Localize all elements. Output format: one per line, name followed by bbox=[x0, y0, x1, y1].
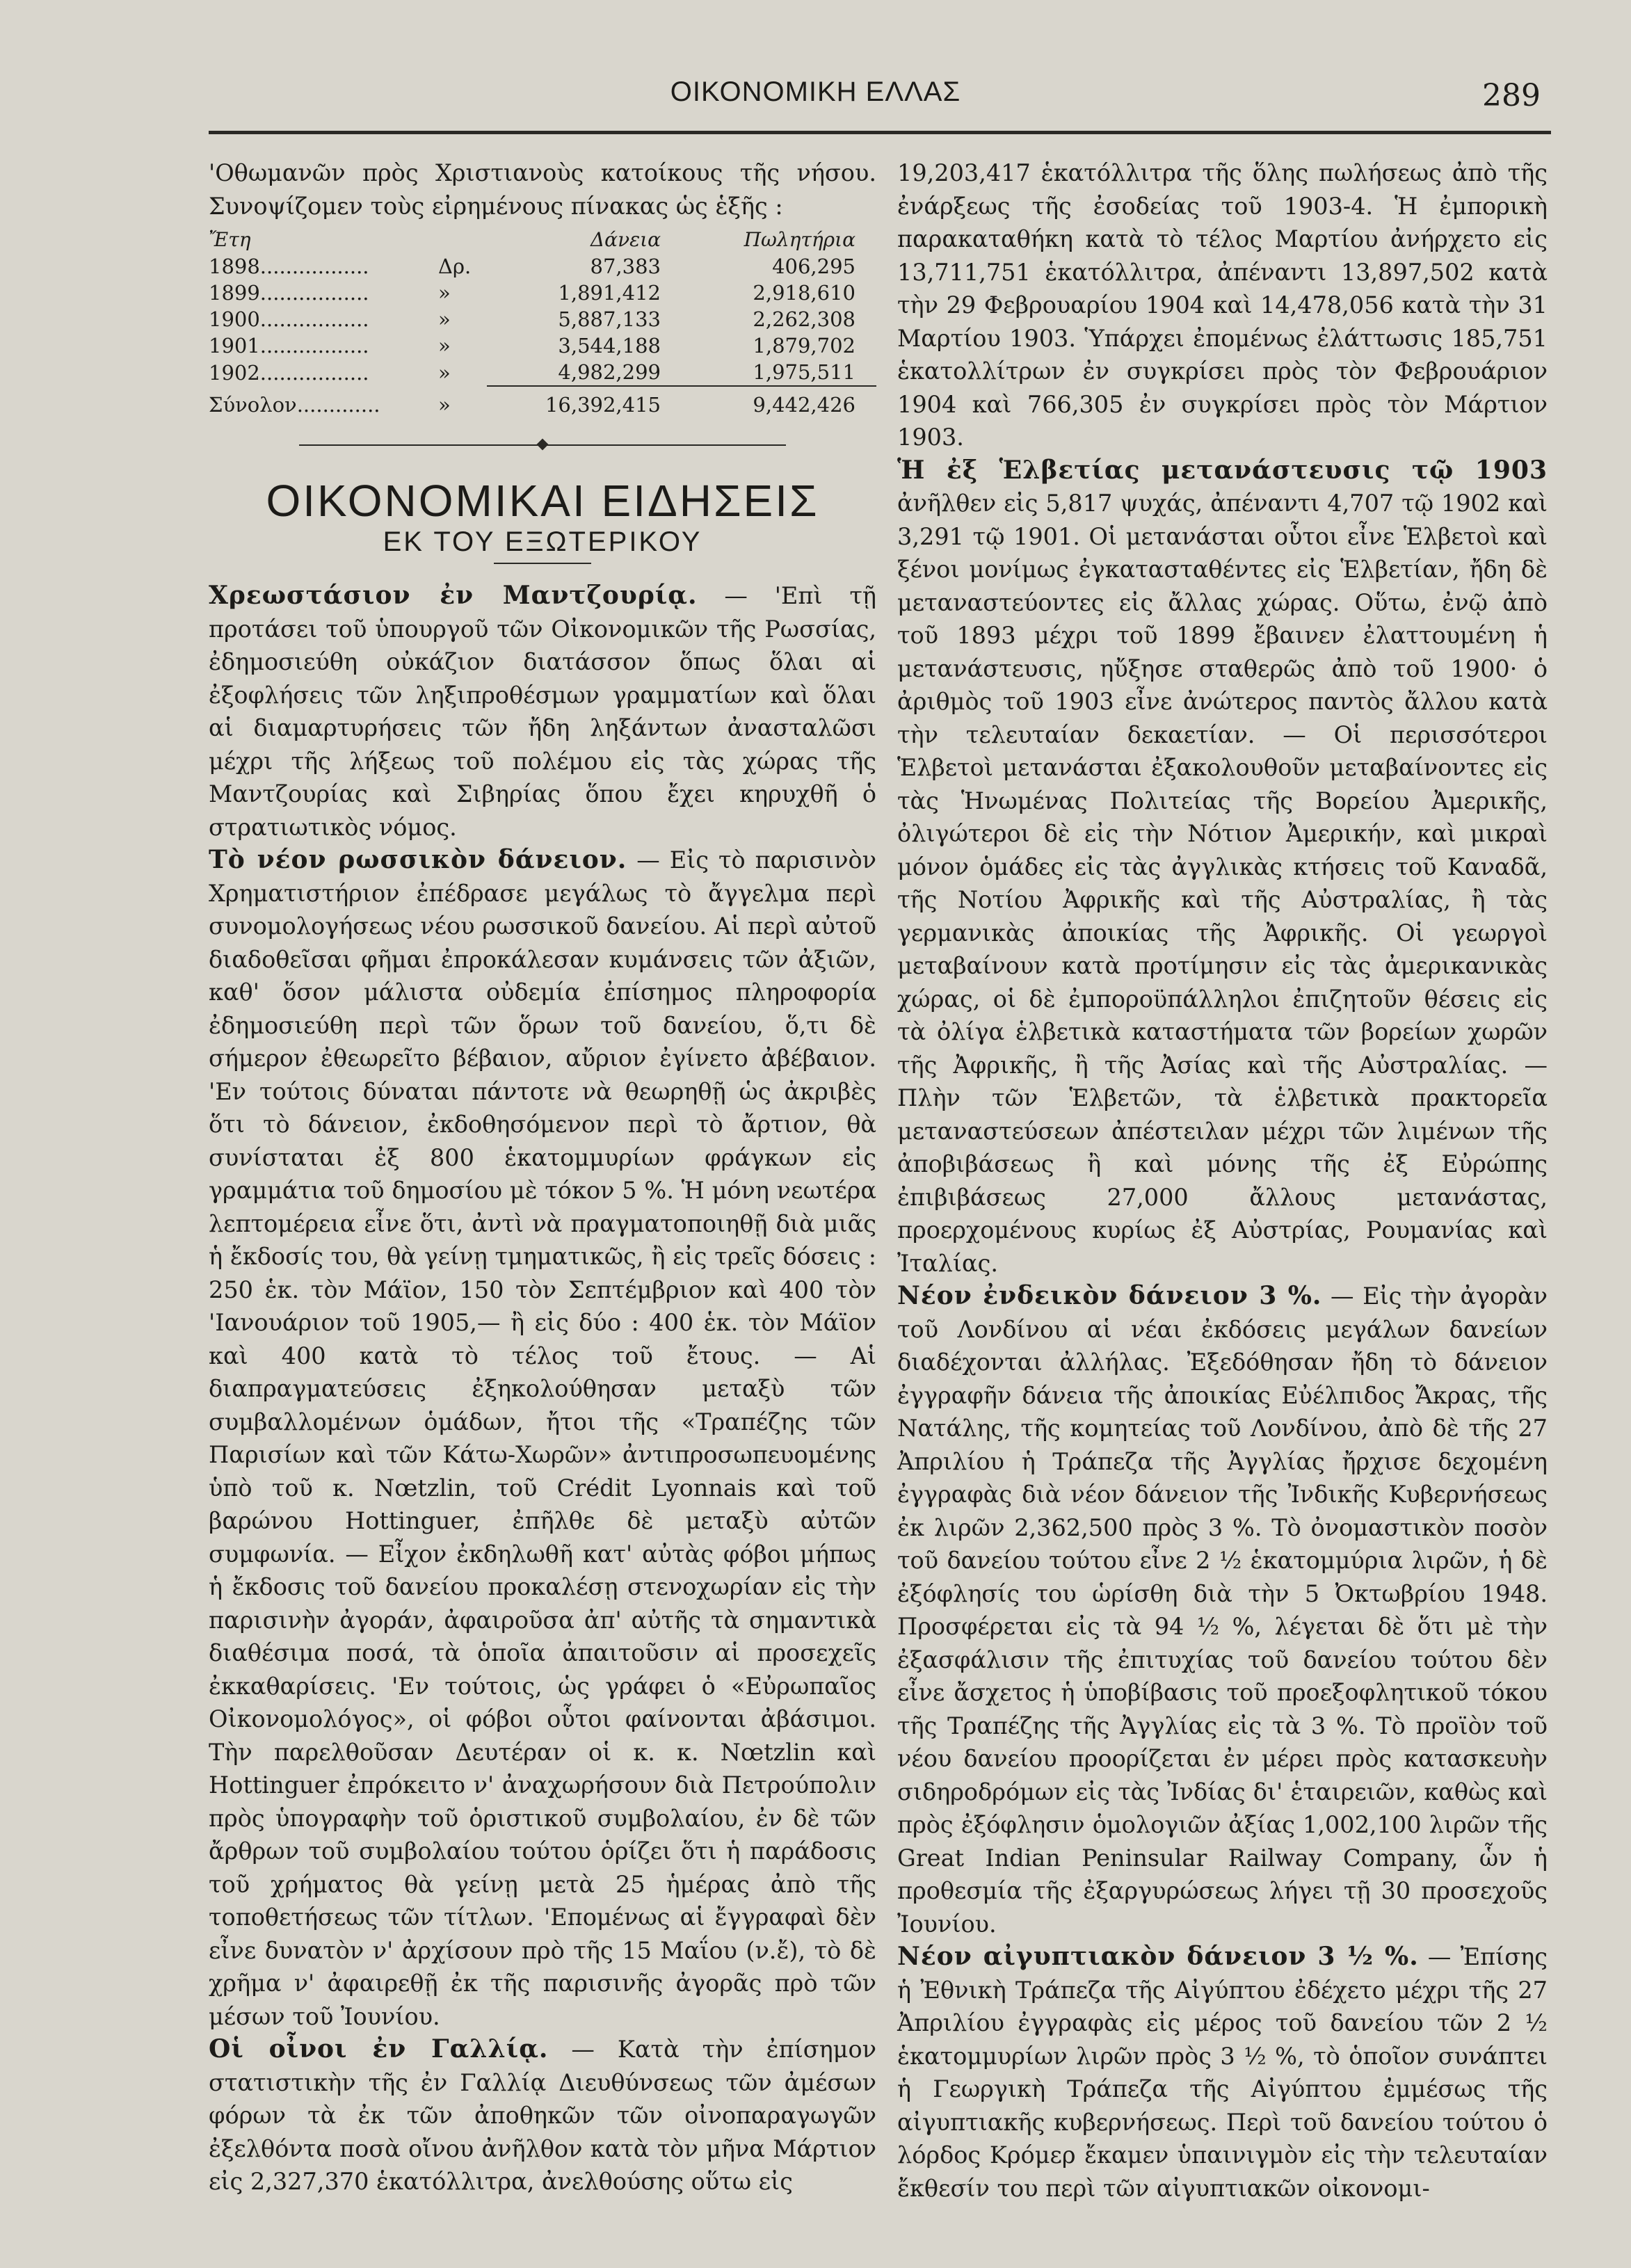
article-heading: Χρεωστάσιον ἐν Μαντζουρίᾳ. bbox=[209, 581, 698, 610]
sales-cell: 2,918,610 bbox=[753, 281, 855, 305]
intro-paragraph: 'Οθωμανῶν πρὸς Χριστιανοὺς κατοίκους τῆς νήσου. Συνοψίζομεν τοὺς εἰρημένους πίνακας ὡς ἑξῆς : bbox=[209, 159, 876, 220]
article-body: — 'Επὶ τῇ προτάσει τοῦ ὑπουργοῦ τῶν Οἰκονομικῶν τῆς Ρωσσίας, ἐδημοσιεύθη οὐκάζιον διατάσσον ὅπως ὅλαι αἱ ἐξοφλήσεις τῶν ληξιπροθέσμων γραμματίων καὶ ὅλαι αἱ διαμαρτυρήσεις τῶν ἤδη ληξάντων ἀνασταλῶσι μέχρι τῆς λήξεως τοῦ πολέμου εἰς τὰς χώρας τῆς Μαντζουρίας καὶ Σιβηρίας ὅπου ἔχει κηρυχθῆ ὁ στρατιωτικὸς νόμος. bbox=[209, 582, 876, 841]
left-column bbox=[209, 156, 876, 2198]
table-total-row bbox=[209, 386, 876, 418]
currency-cell: » bbox=[438, 360, 451, 385]
article-heading: Νέον ἐνδεικὸν δάνειον 3 %. bbox=[897, 1281, 1322, 1310]
year-cell: 1902................. bbox=[209, 360, 369, 385]
article-heading: Οἱ οἶνοι ἐν Γαλλίᾳ. bbox=[209, 2034, 549, 2064]
sales-cell: 2,262,308 bbox=[753, 307, 855, 331]
header-sales: Πωλητήρια bbox=[744, 228, 855, 251]
loans-cell: 4,982,299 bbox=[558, 360, 661, 384]
total-sales-cell: 9,442,426 bbox=[689, 386, 876, 418]
article-body: — Εἰς τὸ παρισινὸν Χρηματιστήριον ἐπέδρασε μεγάλως τὸ ἄγγελμα περὶ συνομολογήσεως νέου ρωσσικοῦ δανείου. Αἱ περὶ αὐτοῦ διαδοθεῖσαι φῆμαι ἐπροκάλεσαν κυμάνσεις τῶν ἀξιῶν, καθ' ὅσον μάλιστα οὐδεμία ἐπίσημος πληροφορία ἐδημοσιεύθη περὶ τῶν ὅρων τοῦ δανείου, ὅ,τι δὲ σήμερον ἐθεωρεῖτο βέβαιον, αὔριον ἐγίνετο ἀβέβαιον. 'Εν τούτοις δύναται πάντοτε νὰ θεωρηθῇ ὡς ἀκριβὲς ὅτι τὸ δάνειον, ἐκδοθησόμενον περὶ τὸ ἄρτιον, θὰ συνίσταται ἐξ 800 ἑκατομμυρίων φράγκων εἰς γραμμάτια τοῦ δημοσίου μὲ τόκον 5 %. Ἡ μόνη νεωτέρα λεπτομέρεια εἶνε ὅτι, ἀντὶ νὰ πραγματοποιηθῇ διὰ μιᾶς ἡ ἔκδοσίς του, θὰ γείνῃ τμηματικῶς, ἢ εἰς τρεῖς δόσεις : 250 ἑκ. τὸν Μάϊον, 150 τὸν Σεπτέμβριον καὶ 400 τὸν 'Ιανουάριον τοῦ 1905,— ἢ εἰς δύο : 400 ἑκ. τὸν Μάϊον καὶ 400 κατὰ τὸ τέλος τοῦ ἔτους. — Αἱ διαπραγματεύσεις ἐξηκολούθησαν μεταξὺ τῶν συμβαλλομένων ὁμάδων, ἤτοι τῆς «Τραπέζης τῶν Παρισίων καὶ τῶν Κάτω-Χωρῶν» ἀντιπροσωπευομένης ὑπὸ τοῦ κ. Nœtzlin, τοῦ Crédit Lyonnais καὶ τοῦ βαρώνου Hottinguer, ἐπῆλθε δὲ μεταξὺ αὐτῶν συμφωνία. — Εἶχον ἐκδηλωθῆ κατ' αὐτὰς φόβοι μήπως ἡ ἔκδοσις τοῦ δανείου προκαλέσῃ στενοχωρίαν εἰς τὴν παρισινὴν ἀγοράν, ἀφαιροῦσα ἀπ' αὐτῆς τὰ σημαντικὰ διαθέσιμα ποσά, τὰ ὁποῖα ἀπαιτοῦσιν αἱ προσεχεῖς ἐκκαθαρίσεις. 'Εν τούτοις, ὡς γράφει ὁ «Εὐρωπαῖος Οἰκονομολόγος», οἱ φόβοι οὗτοι φαίνονται ἀβάσιμοι. Τὴν παρελθοῦσαν Δευτέραν οἱ κ. κ. Nœtzlin καὶ Hottinguer ἐπρόκειτο ν' ἀναχωρήσουν διὰ Πετρούπολιν πρὸς ὑπογραφὴν τοῦ ὁριστικοῦ συμβολαίου, ἐν δὲ τῶν ἄρθρων τοῦ συμβολαίου τούτου ὁρίζει ὅτι ἡ παράδοσις τοῦ χρήματος θὰ γείνῃ μετὰ 25 ἡμέρας ἀπὸ τῆς τοποθετήσεως τῶν τίτλων. 'Επομένως αἱ ἔγγραφαὶ δὲν εἶνε δυνατὸν ν' ἀρχίσουν πρὸ τῆς 15 Μαΐου (ν.ἔ), τὸ δὲ χρῆμα ν' ἀφαιρεθῇ ἐκ τῆς παρισινῆς ἀγορᾶς πρὸ τῶν μέσων τοῦ Ἰουνίου. bbox=[209, 846, 876, 2030]
table-row bbox=[209, 280, 876, 306]
loans-cell: 5,887,133 bbox=[558, 307, 661, 331]
currency-cell: » bbox=[438, 281, 451, 305]
currency-cell: » bbox=[438, 307, 451, 331]
year-cell: 1898................. bbox=[209, 255, 369, 278]
ornament-divider bbox=[299, 444, 786, 449]
loans-cell: 87,383 bbox=[590, 255, 661, 278]
year-cell: 1900................. bbox=[209, 307, 369, 331]
article-body: — Εἰς τὴν ἀγορὰν τοῦ Λονδίνου αἱ νέαι ἐκδόσεις μεγάλων δανείων διαδέχονται ἀλλήλας. Ἐξεδόθησαν ἤδη τὸ δάνειον ἐγγραφῆν δάνεια τῆς ἀποικίας Εὐέλπιδος Ἄκρας, τῆς Νατάλης, τῆς κομητείας τοῦ Λονδίνου, ἀπὸ δὲ τῆς 27 Ἀπριλίου ἡ Τράπεζα τῆς Ἀγγλίας ἤρχισε δεχομένη ἐγγραφὰς διὰ νέον δάνειον τῆς Ἰνδικῆς Κυβερνήσεως ἐκ λιρῶν 2,362,500 πρὸς 3 %. Τὸ ὀνομαστικὸν ποσὸν τοῦ δανείου τούτου εἶνε 2 ½ ἑκατομμύρια λιρῶν, ἡ δὲ ἐξόφλησίς του ὡρίσθη διὰ τὴν 5 Ὀκτωβρίου 1948. Προσφέρεται εἰς τὰ 94 ½ %, λέγεται δὲ ὅτι μὲ τὴν ἐξασφάλισιν τῆς ἐπιτυχίας τοῦ δανείου τούτου δὲν εἶνε ἄσχετος ἡ ὑποβίβασις τοῦ προεξοφλητικοῦ τόκου τῆς Τραπέζης τῆς Ἀγγλίας εἰς τὰ 3 %. Τὸ προϊὸν τοῦ νέου δανείου προορίζεται ἐν μέρει πρὸς κατασκευὴν σιδηροδρόμων εἰς τὰς Ἰνδίας δι' ἑταιρειῶν, καθὼς καὶ πρὸς ἐξόφλησιν ὁμολογιῶν ἀξίας 1,002,100 λιρῶν τῆς Great Indian Peninsular Railway Company, ὧν ἡ προθεσμία τῆς ἐξαργυρώσεως λήγει τῇ 30 προσεχοῦς Ἰουνίου. bbox=[897, 1282, 1548, 1938]
article-egyptian-loan bbox=[897, 1940, 1548, 2205]
total-loans-cell: 16,392,415 bbox=[487, 386, 689, 418]
header-rule bbox=[209, 131, 1551, 134]
section-subtitle: ΕΚ ΤΟΥ ΕΞΩΤΕΡΙΚΟΥ bbox=[383, 526, 702, 557]
loans-cell: 1,891,412 bbox=[558, 281, 661, 305]
header-loans: Δάνεια bbox=[590, 228, 661, 251]
article-swiss-emigration bbox=[897, 454, 1548, 1280]
sales-cell: 1,879,702 bbox=[753, 334, 855, 357]
total-label: Σύνολον............. bbox=[209, 392, 380, 417]
header-currency bbox=[438, 227, 487, 253]
header-years: Ἔτη bbox=[209, 228, 251, 251]
article-body: ἀνῆλθεν εἰς 5,817 ψυχάς, ἀπέναντι 4,707 τῷ 1902 καὶ 3,291 τῷ 1901. Οἱ μετανάσται οὗτοι εἶνε Ἑλβετοὶ καὶ ξένοι μονίμως ἐγκατασταθέντες εἰς Ἑλβετίαν, ἤδη δὲ μεταναστεύοντες εἰς ἄλλας χώρας. Οὕτω, ἐνῷ ἀπὸ τοῦ 1893 μέχρι τοῦ 1899 ἔβαινεν ἐλαττουμένη ἡ μετανάστευσις, ηὔξησε σταθερῶς ἀπὸ τοῦ 1900· ὁ ἀριθμὸς τοῦ 1903 εἶνε ἀνώτερος παντὸς ἄλλου κατὰ τὴν τελευταίαν δεκαετίαν. — Οἱ περισσότεροι Ἑλβετοὶ μετανάσται ἐξακολουθοῦν μεταβαίνοντες εἰς τὰς Ἡνωμένας Πολιτείας τῆς Βορείου Ἀμερικῆς, ὀλιγώτεροι δὲ εἰς τὴν Νότιον Ἀμερικήν, καὶ μικραὶ μόνον ὁμάδες εἰς τὰς ἀγγλικὰς κτήσεις τοῦ Καναδᾶ, τῆς Νοτίου Ἀφρικῆς καὶ τῆς Αὐστραλίας, ἢ τὰς γερμανικὰς ἀποικίας τῆς Ἀφρικῆς. Οἱ γεωργοὶ μεταβαίνουν κατὰ προτίμησιν εἰς τὰς ἀμερικανικὰς χώρας, οἱ δὲ ἐμποροϋπάλληλοι ἐπιζητοῦν θέσεις εἰς τὰ ὀλίγα ἑλβετικὰ καταστήματα τῶν βορείων χωρῶν τῆς Ἀφρικῆς, ἢ τῆς Ἀσίας καὶ τῆς Αὐστραλίας. — Πλὴν τῶν Ἑλβετῶν, τὰ ἑλβετικὰ πρακτορεῖα μεταναστεύσεων ἀπέστειλαν μέχρι τῶν λιμένων τῆς ἀποβιβάσεως ἢ καὶ μόνης τῆς ἐξ Εὐρώπης ἐπιβιβάσεως 27,000 ἄλλους μετανάστας, προερχομένους κυρίως ἐξ Αὐστρίας, Ρουμανίας καὶ Ἰταλίας. bbox=[897, 490, 1548, 1277]
year-cell: 1901................. bbox=[209, 334, 369, 357]
article-body: — Κατὰ τὴν ἐπίσημον στατιστικὴν τῆς ἐν Γαλλίᾳ Διευθύνσεως τῶν ἀμέσων φόρων τὰ ἐκ τῶν ἀποθηκῶν τῶν οἰνοπαραγωγῶν ἐξελθόντα ποσὰ οἴνου ἀνῆλθον κατὰ τὸν μῆνα Μάρτιον εἰς 2,327,370 ἑκατόλλιτρα, ἀνελθούσης οὕτω εἰς bbox=[209, 2036, 876, 2195]
table-row bbox=[209, 332, 876, 359]
loans-cell: 3,544,188 bbox=[558, 334, 661, 357]
loans-sales-table bbox=[209, 227, 876, 418]
article-heading: Ἡ ἐξ Ἑλβετίας μετανάστευσις τῷ 1903 bbox=[897, 455, 1548, 485]
sales-cell: 1,975,511 bbox=[753, 360, 855, 384]
currency-cell: » bbox=[438, 334, 451, 357]
table-header-row bbox=[209, 227, 876, 253]
page-number: 289 bbox=[1482, 78, 1541, 113]
article-french-wines bbox=[209, 2033, 876, 2198]
currency-cell: » bbox=[438, 392, 451, 417]
article-body: — Ἐπίσης ἡ Ἐθνικὴ Τράπεζα τῆς Αἰγύπτου ἐδέχετο μέχρι τῆς 27 Ἀπριλίου ἐγγραφὰς εἰς μέρος τοῦ δανείου τῶν 2 ½ ἑκατομμυρίων λιρῶν πρὸς 3 ½ %, τὸ ὁποῖον συνάπτει ἡ Γεωργικὴ Τράπεζα τῆς Αἰγύπτου ἐμμέσως τῆς αἰγυπτιακῆς κυβερνήσεως. Περὶ τοῦ δανείου τούτου ὁ λόρδος Κρόμερ ἔκαμεν ὑπαινιγμὸν εἰς τὴν τελευταίαν ἔκθεσίν του περὶ τῶν αἰγυπτιακῶν οἰκονομι- bbox=[897, 1943, 1548, 2202]
article-russian-loan bbox=[209, 844, 876, 2033]
year-cell: 1899................. bbox=[209, 281, 369, 305]
currency-cell: Δρ. bbox=[438, 255, 472, 278]
article-heading: Νέον αἰγυπτιακὸν δάνειον 3 ½ %. bbox=[897, 1942, 1419, 1971]
subtitle-rule bbox=[494, 563, 591, 564]
section-title: ΟΙΚΟΝΟΜΙΚΑΙ ΕΙΔΗΣΕΙΣ bbox=[266, 476, 819, 526]
article-indian-loan bbox=[897, 1280, 1548, 1940]
sales-cell: 406,295 bbox=[772, 255, 855, 278]
continued-paragraph: 19,203,417 ἑκατόλλιτρα τῆς ὅλης πωλήσεως ἀπὸ τῆς ἐνάρξεως τῆς ἐσοδείας τοῦ 1903-4. Ἡ ἐμπορικὴ παρακαταθήκη κατὰ τὸ τέλος Μαρτίου ἀνήρχετο εἰς 13,711,751 ἑκατόλλιτρα, ἀπέναντι 13,897,502 κατὰ τὴν 29 Φεβρουαρίου 1904 καὶ 14,478,056 κατὰ τὴν 31 Μαρτίου 1903. Ὑπάρχει ἐπομένως ἐλάττωσις 185,751 ἑκατολλίτρων ἐν συγκρίσει πρὸς τὸν Φεβρουάριον 1904 καὶ 766,305 ἐν συγκρίσει πρὸς τὸν Μάρτιον 1903. bbox=[897, 159, 1548, 451]
table-row bbox=[209, 306, 876, 332]
article-heading: Τὸ νέον ρωσσικὸν δάνειον. bbox=[209, 845, 627, 874]
table-row bbox=[209, 359, 876, 386]
right-column bbox=[897, 156, 1548, 2205]
table-row bbox=[209, 253, 876, 280]
article-manchuria bbox=[209, 579, 876, 844]
running-title: ΟΙΚΟΝΟΜΙΚΗ ΕΛΛΑΣ bbox=[670, 77, 961, 107]
